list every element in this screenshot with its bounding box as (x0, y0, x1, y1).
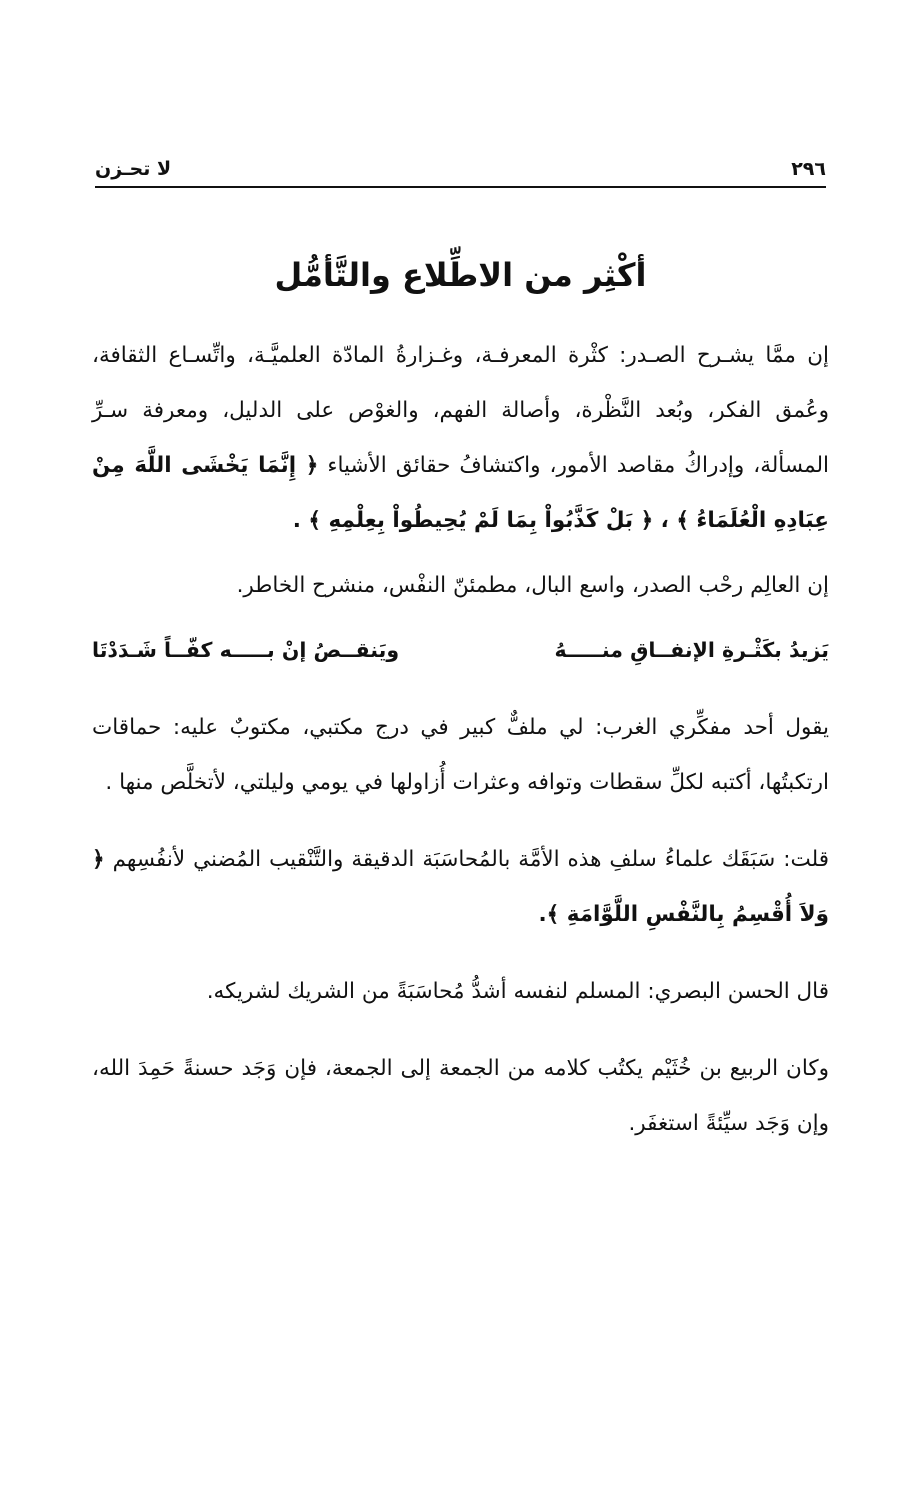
paragraph-hasan-basri: قال الحسن البصري: المسلم لنفسه أشدُّ مُحاسَبَةً من الشريك لشريكه. (206, 979, 829, 1004)
verse-first-hemistich: يَزيدُ بكَثْـرةِ الإنفــاقِ منـــــهُ (554, 638, 829, 662)
paragraph-predecessors-text: قلت: سَبَقَك علماءُ سلفِ هذه الأمَّة بالمُحاسَبَة الدقيقة والتَّنْقيب المُضني لأنفُسِهم (112, 847, 829, 872)
page-number: ٢٩٦ (791, 158, 826, 180)
running-title: لا تحـزن (95, 158, 172, 180)
paragraph-knowledge-text: إن ممَّا يشـرح الصـدر: كثْرة المعرفـة، وغـزارةُ المادّة العلميَّـة، واتِّسـاع الثقافة، وعُمق الفكر، وبُعد النَّظْرة، وأصالة الفهم، والغوْص على الدليل، ومعرفة سـرِّ المسألة، وإدراكُ مقاصد الأمور، واكتشافُ حقائق الأشياء (92, 343, 829, 478)
paragraph-knowledge (92, 328, 829, 548)
verse-second-hemistich: ويَنقــصُ إنْ بـــــه كفّــاً شَـدَدْتَا (92, 638, 400, 662)
paragraph-western-thinker: يقول أحد مفكِّري الغرب: لي ملفٌّ كبير في درج مكتبي، مكتوبٌ عليه: حماقات ارتكبتُها، أكتبه لكلِّ سقطات وتوافه وعثرات أُزاولها في يومي وليلتي، لأتخلَّص منها . (92, 715, 829, 795)
paragraph-rabi: وكان الربيع بن خُثَيْم يكتُب كلامه من الجمعة إلى الجمعة، فإن وَجَد حسنةً حَمِدَ الله، وإن وَجَد سيِّئةً استغفَر. (92, 1056, 829, 1136)
paragraph-scholar: إن العالِم رحْب الصدر، واسع البال، مطمئنّ النفْس، منشرح الخاطر. (236, 573, 829, 598)
quran-verse-scholars: ﴿ إِنَّمَا يَخْشَى اللَّهَ مِنْ عِبَادِهِ الْعُلَمَاءُ ﴾ ، ﴿ بَلْ كَذَّبُواْ بِمَا لَمْ يُحِيطُواْ بِعِلْمِهِ ﴾ . (92, 453, 829, 533)
page-header (95, 150, 826, 188)
page-body (92, 328, 829, 1151)
chapter-title: أكْثِر من الاطِّلاع والتَّأمُّل (274, 256, 647, 294)
quran-verse-self: ﴿ وَلاَ أُقْسِمُ بِالنَّفْسِ اللَّوَّامَةِ ﴾. (92, 847, 829, 927)
paragraph-predecessors (92, 832, 829, 942)
poetry-verse (92, 623, 829, 678)
